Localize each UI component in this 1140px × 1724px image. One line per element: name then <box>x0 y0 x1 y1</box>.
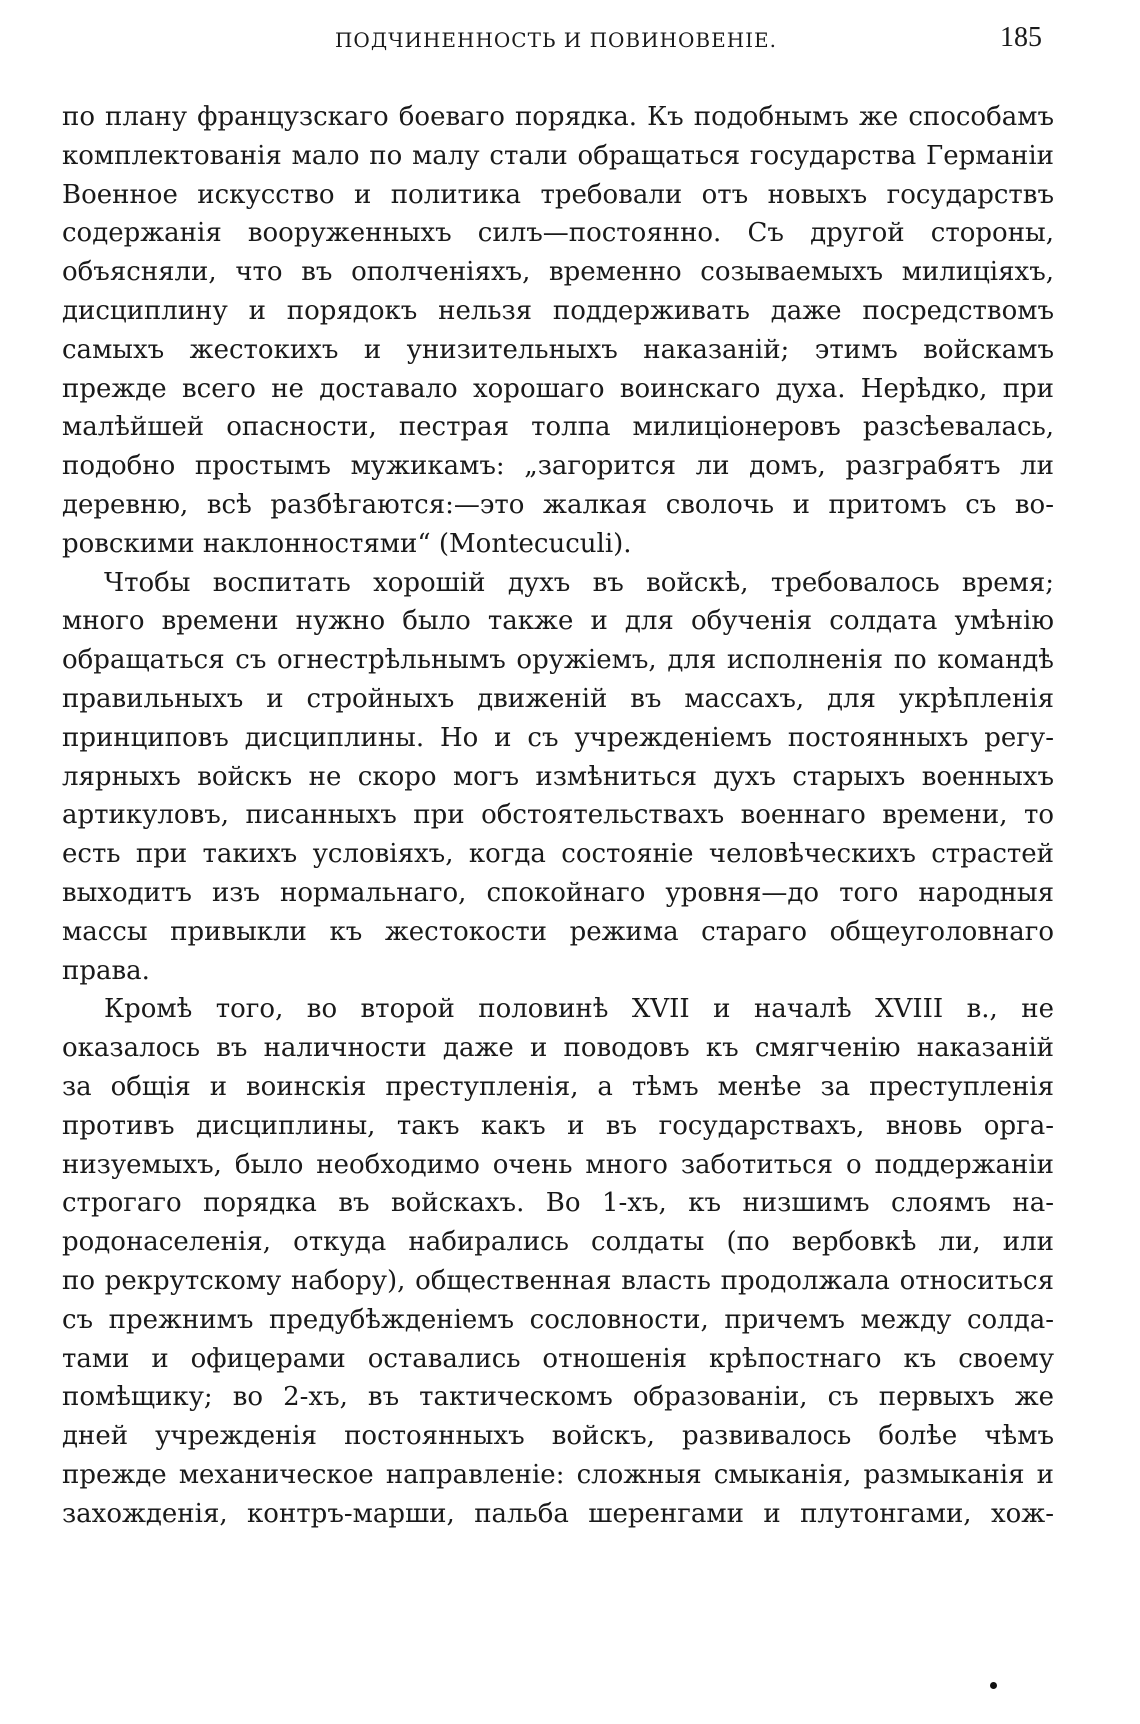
running-title: ПОДЧИНЕННОСТЬ И ПОВИНОВЕНІЕ. <box>334 28 777 52</box>
text-line: дисциплину и порядокъ нельзя поддерживать даже посредствомъ <box>62 295 1054 326</box>
text-line: прежде механическое направленіе: сложныя смыканія, размыканія и <box>62 1459 1054 1490</box>
text-line: подобно простымъ мужикамъ: „загорится ли домъ, разграбятъ ли <box>62 451 1054 482</box>
paragraph-first-line: Чтобы воспитать хорошій духъ въ войскѣ, требовалось время; <box>104 567 1054 598</box>
text-line: комплектованія мало по малу стали обращаться государства Германіи <box>62 140 1054 171</box>
text-line: строгаго порядка въ войскахъ. Во 1-хъ, къ низшимъ слоямъ на- <box>62 1188 1054 1219</box>
text-line: малѣйшей опасности, пестрая толпа милиціонеровъ разсѣевалась, <box>62 412 1054 443</box>
page-number: 185 <box>1000 22 1042 53</box>
paragraph-last-line: ровскими наклонностями“ (Montecuculi). <box>62 528 632 559</box>
text-line: самыхъ жестокихъ и унизительныхъ наказаній; этимъ войскамъ <box>62 334 1054 365</box>
text-line: объясняли, что въ ополченіяхъ, временно созываемыхъ милиціяхъ, <box>62 257 1054 288</box>
text-line: принциповъ дисциплины. Но и съ учрежденіемъ постоянныхъ регу- <box>62 722 1054 753</box>
text-line: лярныхъ войскъ не скоро могъ измѣниться духъ старыхъ военныхъ <box>62 761 1054 792</box>
text-line: дней учрежденія постоянныхъ войскъ, развивалось болѣе чѣмъ <box>62 1421 1054 1452</box>
text-line: Военное искусство и политика требовали отъ новыхъ государствъ <box>62 179 1054 210</box>
text-line: обращаться съ огнестрѣльнымъ оружіемъ, для исполненія по командѣ <box>62 645 1054 676</box>
text-line: артикуловъ, писанныхъ при обстоятельствахъ военнаго времени, то <box>62 800 1054 831</box>
text-line: оказалось въ наличности даже и поводовъ къ смягченію наказаній <box>62 1033 1054 1064</box>
text-line: по плану французскаго боеваго порядка. Къ подобнымъ же способамъ <box>62 102 1054 132</box>
text-line: съ прежнимъ предубѣжденіемъ сословности, причемъ между солда- <box>62 1304 1054 1335</box>
text-line: противъ дисциплины, такъ какъ и въ государствахъ, вновь орга- <box>62 1110 1054 1141</box>
text-line: родонаселенія, откуда набирались солдаты (по вербовкѣ ли, или <box>62 1227 1054 1258</box>
text-line: много времени нужно было также и для обученія солдата умѣнію <box>62 606 1054 637</box>
paragraph-last-line: права. <box>62 955 150 986</box>
text-line: низуемыхъ, было необходимо очень много заботиться о поддержаніи <box>62 1149 1054 1180</box>
text-line: захожденія, контръ-марши, пальба шеренгами и плутонгами, хож- <box>62 1498 1054 1529</box>
text-line: правильныхъ и стройныхъ движеній въ массахъ, для укрѣпленія <box>62 683 1054 714</box>
text-line: массы привыкли къ жестокости режима стараго общеуголовнаго <box>62 916 1054 947</box>
ink-speck <box>990 1682 997 1689</box>
text-line: за общія и воинскія преступленія, а тѣмъ менѣе за преступленія <box>62 1071 1054 1102</box>
text-line: тами и офицерами оставались отношенія крѣпостнаго къ своему <box>62 1343 1054 1374</box>
text-line: деревню, всѣ разбѣгаются:—это жалкая сволочь и притомъ съ во- <box>62 489 1054 520</box>
body-text <box>62 98 1054 1533</box>
text-line: по рекрутскому набору), общественная власть продолжала относиться <box>62 1265 1054 1296</box>
text-line: выходитъ изъ нормальнаго, спокойнаго уровня—до того народныя <box>62 877 1054 908</box>
text-line: есть при такихъ условіяхъ, когда состояніе человѣческихъ страстей <box>62 839 1054 870</box>
text-line: помѣщику; во 2-хъ, въ тактическомъ образованіи, съ первыхъ же <box>62 1382 1054 1413</box>
text-line: прежде всего не доставало хорошаго воинскаго духа. Нерѣдко, при <box>62 373 1054 404</box>
text-line: содержанія вооруженныхъ силъ—постоянно. Съ другой стороны, <box>62 218 1054 249</box>
page-header <box>62 22 1050 62</box>
paragraph-first-line: Кромѣ того, во второй половинѣ XVII и началѣ XVIII в., не <box>104 994 1054 1025</box>
